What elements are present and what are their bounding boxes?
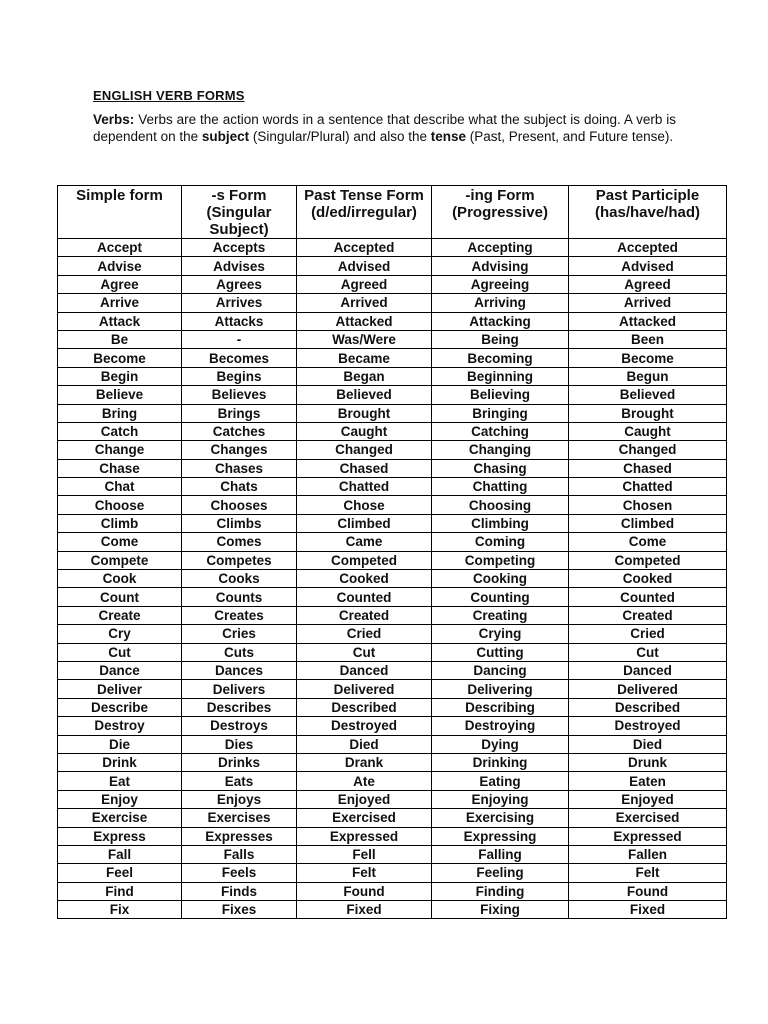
table-cell: Bringing [432, 404, 569, 422]
table-cell: Accepted [297, 239, 432, 257]
table-cell: Cries [182, 625, 297, 643]
column-header-past-tense: Past Tense Form (d/ed/irregular) [297, 186, 432, 239]
table-cell: Deliver [58, 680, 182, 698]
table-cell: Arriving [432, 294, 569, 312]
table-cell: Brought [297, 404, 432, 422]
table-row [58, 864, 727, 882]
table-cell: Began [297, 367, 432, 385]
table-cell: Choosing [432, 496, 569, 514]
table-cell: Fix [58, 901, 182, 919]
table-row [58, 275, 727, 293]
table-cell: Felt [297, 864, 432, 882]
tense-keyword: tense [430, 129, 467, 144]
table-cell: Dance [58, 661, 182, 679]
table-cell: Chatting [432, 478, 569, 496]
table-cell: Chatted [297, 478, 432, 496]
table-row [58, 330, 727, 348]
table-cell: Chases [182, 459, 297, 477]
table-cell: Being [432, 330, 569, 348]
table-cell: Been [569, 330, 727, 348]
table-cell: Cooks [182, 570, 297, 588]
column-header-simple-form: Simple form [58, 186, 182, 239]
table-cell: Becoming [432, 349, 569, 367]
table-cell: Beginning [432, 367, 569, 385]
table-row [58, 753, 727, 771]
table-cell: Exercised [569, 809, 727, 827]
table-cell: Agreeing [432, 275, 569, 293]
table-cell: Come [569, 533, 727, 551]
table-row [58, 312, 727, 330]
table-row [58, 294, 727, 312]
table-cell: Danced [569, 661, 727, 679]
table-cell: Fell [297, 845, 432, 863]
table-cell: Dying [432, 735, 569, 753]
table-cell: Enjoys [182, 790, 297, 808]
table-cell: Become [569, 349, 727, 367]
table-cell: Destroyed [569, 717, 727, 735]
table-cell: Compete [58, 551, 182, 569]
table-cell: Chatted [569, 478, 727, 496]
intro-text-1: Verbs are the action words in a sentence that describe what the subject is doing. A verb is dependent on the [93, 112, 676, 144]
table-cell: Advises [182, 257, 297, 275]
table-cell: Delivered [297, 680, 432, 698]
table-cell: Exercise [58, 809, 182, 827]
table-row [58, 404, 727, 422]
table-cell: Finding [432, 882, 569, 900]
table-cell: Changed [569, 441, 727, 459]
table-cell: Describes [182, 698, 297, 716]
table-cell: Chats [182, 478, 297, 496]
table-cell: Attacked [297, 312, 432, 330]
table-cell: Came [297, 533, 432, 551]
column-header-past-participle: Past Participle (has/have/had) [569, 186, 727, 239]
table-cell: Choose [58, 496, 182, 514]
table-row [58, 551, 727, 569]
table-cell: Competed [297, 551, 432, 569]
table-cell: Agrees [182, 275, 297, 293]
table-cell: Believed [569, 386, 727, 404]
table-cell: Delivered [569, 680, 727, 698]
table-cell: Arrive [58, 294, 182, 312]
table-row [58, 386, 727, 404]
table-cell: Expressed [569, 827, 727, 845]
table-cell: Drink [58, 753, 182, 771]
table-cell: Catching [432, 422, 569, 440]
table-cell: Finds [182, 882, 297, 900]
table-cell: Climbs [182, 514, 297, 532]
table-cell: Chased [297, 459, 432, 477]
table-cell: Coming [432, 533, 569, 551]
table-cell: Cut [297, 643, 432, 661]
table-cell: Dancing [432, 661, 569, 679]
table-cell: Cooked [569, 570, 727, 588]
table-cell: Agreed [297, 275, 432, 293]
table-cell: Destroy [58, 717, 182, 735]
table-row [58, 717, 727, 735]
table-cell: Advising [432, 257, 569, 275]
table-row [58, 533, 727, 551]
table-cell: Become [58, 349, 182, 367]
table-cell: Find [58, 882, 182, 900]
table-cell: Accepts [182, 239, 297, 257]
table-header-row [58, 186, 727, 239]
table-cell: Comes [182, 533, 297, 551]
table-cell: Arrives [182, 294, 297, 312]
table-cell: Created [297, 606, 432, 624]
table-cell: Cut [569, 643, 727, 661]
table-cell: Cut [58, 643, 182, 661]
table-row [58, 588, 727, 606]
table-cell: Expressed [297, 827, 432, 845]
table-cell: Advised [569, 257, 727, 275]
table-cell: Feels [182, 864, 297, 882]
table-cell: Fixed [569, 901, 727, 919]
table-cell: Eat [58, 772, 182, 790]
table-cell: Climbed [569, 514, 727, 532]
table-cell: Cuts [182, 643, 297, 661]
table-row [58, 735, 727, 753]
table-cell: Caught [569, 422, 727, 440]
table-cell: Brought [569, 404, 727, 422]
table-row [58, 643, 727, 661]
page-title: ENGLISH VERB FORMS [93, 88, 245, 103]
table-cell: Changing [432, 441, 569, 459]
table-cell: Delivering [432, 680, 569, 698]
verb-forms-table [57, 185, 727, 919]
table-row [58, 478, 727, 496]
table-cell: Crying [432, 625, 569, 643]
table-cell: Becomes [182, 349, 297, 367]
table-cell: Catch [58, 422, 182, 440]
table-cell: Climb [58, 514, 182, 532]
table-cell: Drunk [569, 753, 727, 771]
table-cell: Arrived [569, 294, 727, 312]
table-cell: Competed [569, 551, 727, 569]
table-cell: - [182, 330, 297, 348]
table-cell: Destroying [432, 717, 569, 735]
table-cell: Enjoyed [569, 790, 727, 808]
table-cell: Chase [58, 459, 182, 477]
table-row [58, 606, 727, 624]
table-cell: Attacked [569, 312, 727, 330]
table-row [58, 349, 727, 367]
intro-paragraph [93, 111, 676, 145]
table-cell: Die [58, 735, 182, 753]
table-cell: Catches [182, 422, 297, 440]
table-cell: Agree [58, 275, 182, 293]
table-cell: Create [58, 606, 182, 624]
table-row [58, 845, 727, 863]
table-cell: Falls [182, 845, 297, 863]
table-cell: Counted [569, 588, 727, 606]
intro-text-2: (Singular/Plural) and also the [249, 129, 431, 144]
table-cell: Described [297, 698, 432, 716]
table-cell: Climbing [432, 514, 569, 532]
table-row [58, 459, 727, 477]
table-cell: Counts [182, 588, 297, 606]
table-cell: Agreed [569, 275, 727, 293]
table-cell: Arrived [297, 294, 432, 312]
subject-keyword: subject [201, 129, 250, 144]
table-cell: Described [569, 698, 727, 716]
table-row [58, 257, 727, 275]
table-body [58, 239, 727, 919]
table-cell: Dances [182, 661, 297, 679]
table-cell: Changes [182, 441, 297, 459]
table-cell: Drank [297, 753, 432, 771]
table-cell: Cry [58, 625, 182, 643]
table-cell: Chosen [569, 496, 727, 514]
table-cell: Advised [297, 257, 432, 275]
table-cell: Express [58, 827, 182, 845]
table-cell: Fixes [182, 901, 297, 919]
table-cell: Expresses [182, 827, 297, 845]
table-cell: Cutting [432, 643, 569, 661]
table-row [58, 882, 727, 900]
table-row [58, 901, 727, 919]
table-cell: Destroys [182, 717, 297, 735]
table-cell: Accept [58, 239, 182, 257]
table-cell: Believes [182, 386, 297, 404]
table-cell: Died [569, 735, 727, 753]
table-row [58, 239, 727, 257]
table-cell: Accepting [432, 239, 569, 257]
table-cell: Counted [297, 588, 432, 606]
table-cell: Eats [182, 772, 297, 790]
table-cell: Cook [58, 570, 182, 588]
table-cell: Competing [432, 551, 569, 569]
table-cell: Begins [182, 367, 297, 385]
table-cell: Attack [58, 312, 182, 330]
table-cell: Change [58, 441, 182, 459]
table-row [58, 514, 727, 532]
table-cell: Believing [432, 386, 569, 404]
table-cell: Found [569, 882, 727, 900]
table-cell: Describe [58, 698, 182, 716]
table-cell: Bring [58, 404, 182, 422]
table-cell: Attacking [432, 312, 569, 330]
table-cell: Drinks [182, 753, 297, 771]
table-row [58, 698, 727, 716]
table-cell: Fixed [297, 901, 432, 919]
table-cell: Accepted [569, 239, 727, 257]
table-row [58, 827, 727, 845]
table-cell: Fallen [569, 845, 727, 863]
table-cell: Falling [432, 845, 569, 863]
table-row [58, 422, 727, 440]
table-row [58, 680, 727, 698]
table-cell: Eaten [569, 772, 727, 790]
table-row [58, 661, 727, 679]
table-cell: Begun [569, 367, 727, 385]
table-cell: Attacks [182, 312, 297, 330]
table-cell: Be [58, 330, 182, 348]
table-cell: Cooking [432, 570, 569, 588]
table-cell: Brings [182, 404, 297, 422]
table-row [58, 790, 727, 808]
table-cell: Cried [569, 625, 727, 643]
table-cell: Caught [297, 422, 432, 440]
table-cell: Chooses [182, 496, 297, 514]
table-cell: Enjoy [58, 790, 182, 808]
table-cell: Begin [58, 367, 182, 385]
table-cell: Exercises [182, 809, 297, 827]
table-cell: Competes [182, 551, 297, 569]
table-cell: Cooked [297, 570, 432, 588]
table-cell: Changed [297, 441, 432, 459]
table-cell: Created [569, 606, 727, 624]
table-cell: Advise [58, 257, 182, 275]
table-cell: Chased [569, 459, 727, 477]
table-cell: Creating [432, 606, 569, 624]
table-cell: Delivers [182, 680, 297, 698]
table-cell: Believed [297, 386, 432, 404]
verbs-label: Verbs: [93, 112, 135, 127]
table-cell: Cried [297, 625, 432, 643]
table-row [58, 809, 727, 827]
table-cell: Drinking [432, 753, 569, 771]
table-cell: Enjoyed [297, 790, 432, 808]
column-header-s-form: -s Form (Singular Subject) [182, 186, 297, 239]
table-row [58, 441, 727, 459]
table-cell: Exercising [432, 809, 569, 827]
table-row [58, 367, 727, 385]
table-row [58, 772, 727, 790]
table-cell: Creates [182, 606, 297, 624]
table-cell: Fixing [432, 901, 569, 919]
table-cell: Felt [569, 864, 727, 882]
table-cell: Chose [297, 496, 432, 514]
table-cell: Feeling [432, 864, 569, 882]
table-cell: Was/Were [297, 330, 432, 348]
column-header-ing-form: -ing Form (Progressive) [432, 186, 569, 239]
table-row [58, 570, 727, 588]
table-cell: Dies [182, 735, 297, 753]
table-cell: Come [58, 533, 182, 551]
table-cell: Chasing [432, 459, 569, 477]
table-cell: Enjoying [432, 790, 569, 808]
table-cell: Fall [58, 845, 182, 863]
intro-text-3: (Past, Present, and Future tense). [466, 129, 674, 144]
table-cell: Became [297, 349, 432, 367]
table-cell: Describing [432, 698, 569, 716]
table-cell: Died [297, 735, 432, 753]
table-cell: Count [58, 588, 182, 606]
table-row [58, 625, 727, 643]
table-cell: Feel [58, 864, 182, 882]
table-cell: Counting [432, 588, 569, 606]
table-cell: Danced [297, 661, 432, 679]
table-cell: Exercised [297, 809, 432, 827]
table-cell: Destroyed [297, 717, 432, 735]
table-cell: Chat [58, 478, 182, 496]
table-cell: Ate [297, 772, 432, 790]
table-row [58, 496, 727, 514]
table-cell: Climbed [297, 514, 432, 532]
table-cell: Expressing [432, 827, 569, 845]
table-cell: Believe [58, 386, 182, 404]
table-cell: Found [297, 882, 432, 900]
table-cell: Eating [432, 772, 569, 790]
